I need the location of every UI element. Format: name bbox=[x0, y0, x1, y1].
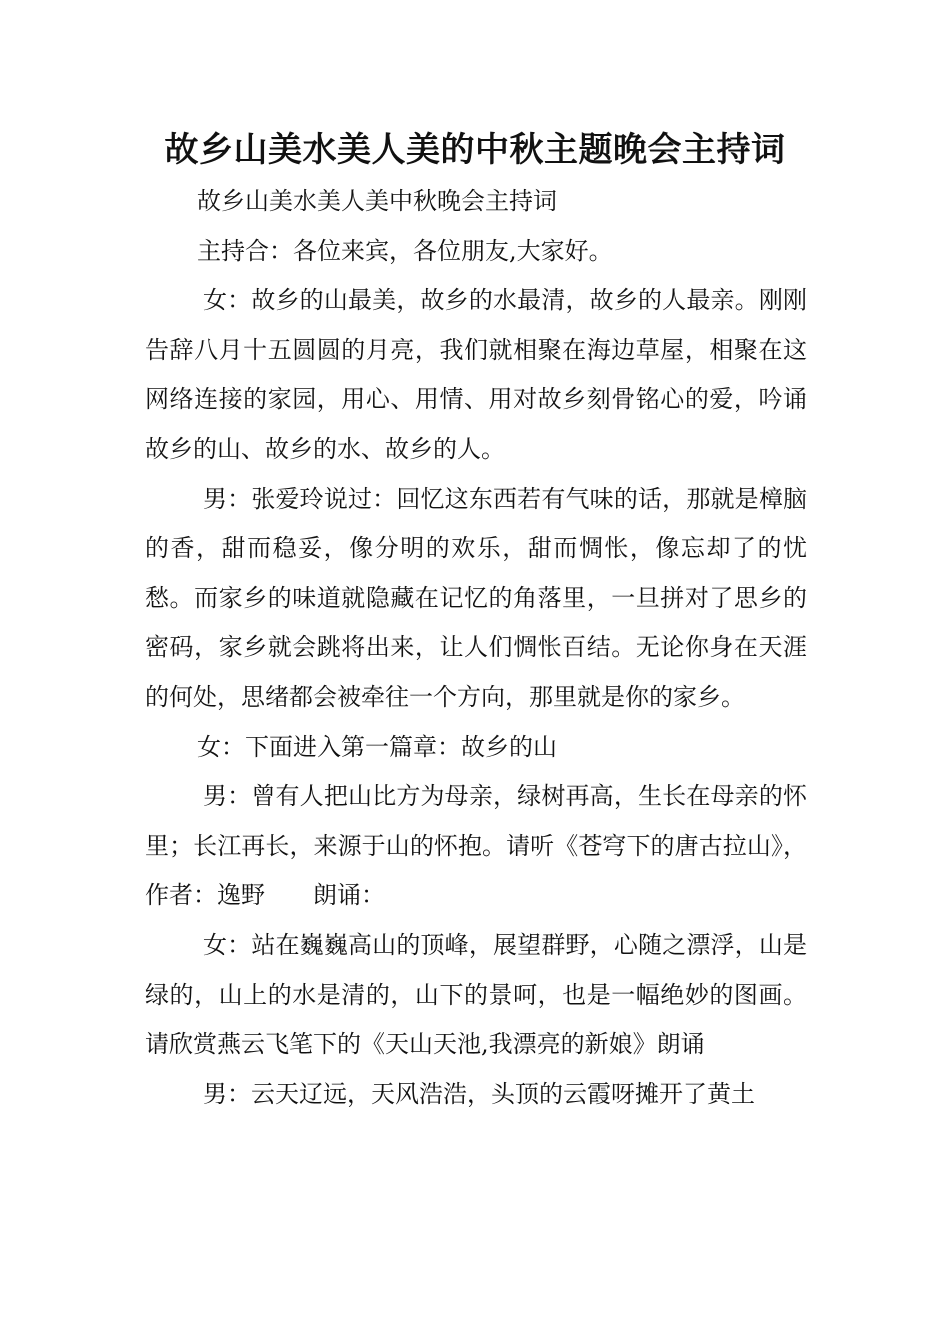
document-body bbox=[145, 177, 807, 1119]
female-host-peak-paragraph: 女：站在巍巍高山的顶峰，展望群野，心随之漂浮，山是绿的，山上的水是清的，山下的景呵，也是一幅绝妙的图画。请欣赏燕云飞笔下的《天山天池,我漂亮的新娘》朗诵 bbox=[145, 930, 807, 1059]
male-host-mountain-paragraph: 男：曾有人把山比方为母亲，绿树再高，生长在母亲的怀里；长江再长，来源于山的怀抱。请听《苍穹下的唐古拉山》，作者：逸野 朗诵： bbox=[145, 782, 807, 910]
male-host-sky-paragraph: 男：云天辽远，天风浩浩，头顶的云霞呀摊开了黄土 bbox=[203, 1079, 755, 1108]
subtitle-paragraph: 故乡山美水美人美中秋晚会主持词 bbox=[197, 187, 557, 215]
chapter-one-intro-paragraph: 女：下面进入第一篇章：故乡的山 bbox=[197, 732, 557, 761]
document-title: 故乡山美水美人美的中秋主题晚会主持词 bbox=[164, 130, 786, 170]
female-host-opening-paragraph: 女：故乡的山最美，故乡的水最清，故乡的人最亲。刚刚告辞八月十五圆圆的月亮，我们就相聚在海边草屋，相聚在这网络连接的家园，用心、用情、用对故乡刻骨铭心的爱，吟诵故乡的山、故乡的水、故乡的人。 bbox=[145, 286, 807, 463]
opening-greeting-paragraph: 主持合：各位来宾，各位朋友,大家好。 bbox=[197, 236, 613, 265]
male-host-memory-paragraph: 男：张爱玲说过：回忆这东西若有气味的话，那就是樟脑的香，甜而稳妥，像分明的欢乐，甜而惆怅，像忘却了的忧愁。而家乡的味道就隐藏在记忆的角落里，一旦拼对了思乡的密码，家乡就会跳将出来，让人们惆怅百结。无论你身在天涯的何处，思绪都会被牵往一个方向，那里就是你的家乡。 bbox=[145, 484, 807, 711]
